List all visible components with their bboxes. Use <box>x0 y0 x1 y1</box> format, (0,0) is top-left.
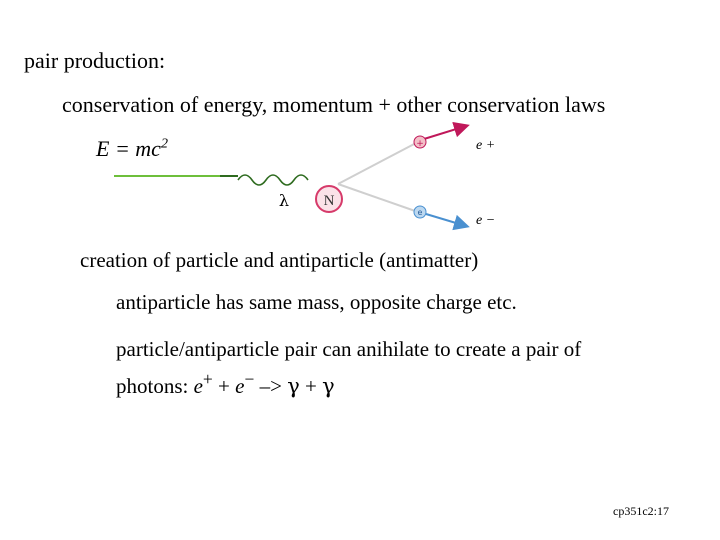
gamma-symbol-1: γ <box>287 374 300 398</box>
positron-label: e + <box>476 138 496 153</box>
lambda-label: λ <box>278 191 290 210</box>
electron-sup: − <box>244 369 255 389</box>
equation-exponent: 2 <box>160 136 168 152</box>
page-title: pair production: <box>24 48 166 73</box>
positron-marker: + <box>416 139 424 149</box>
reaction-arrow: –> <box>254 374 288 398</box>
electron-label: e − <box>476 213 496 228</box>
positron-track <box>338 142 418 184</box>
electron-marker: e <box>417 208 423 217</box>
electron-symbol: e <box>235 374 245 398</box>
equation-lhs: E = mc <box>96 136 161 161</box>
positron-symbol: e <box>193 374 203 398</box>
positron-sup: + <box>202 369 213 389</box>
annihilation-prefix: photons: <box>116 374 194 398</box>
nucleus-label: N <box>323 193 335 209</box>
bullet-annihilation <box>116 334 676 401</box>
bullet-antiparticle: antiparticle has same mass, opposite charge etc. <box>116 290 517 314</box>
positron-arrow <box>424 126 466 139</box>
electron-track <box>338 184 418 212</box>
gamma-symbol-2: γ <box>322 374 335 398</box>
annihilation-line2 <box>116 364 676 401</box>
slide-footer: cp351c2:17 <box>613 504 669 518</box>
electron-arrow <box>426 214 466 226</box>
conservation-line: conservation of energy, momentum + other conservation laws <box>62 92 606 117</box>
plus-sign-1: + <box>212 374 236 398</box>
bullet-creation: creation of particle and antiparticle (antimatter) <box>80 248 479 272</box>
plus-sign-2: + <box>299 374 323 398</box>
annihilation-line1: particle/antiparticle pair can anihilate to create a pair of <box>116 337 582 361</box>
photon-wave <box>238 175 308 185</box>
